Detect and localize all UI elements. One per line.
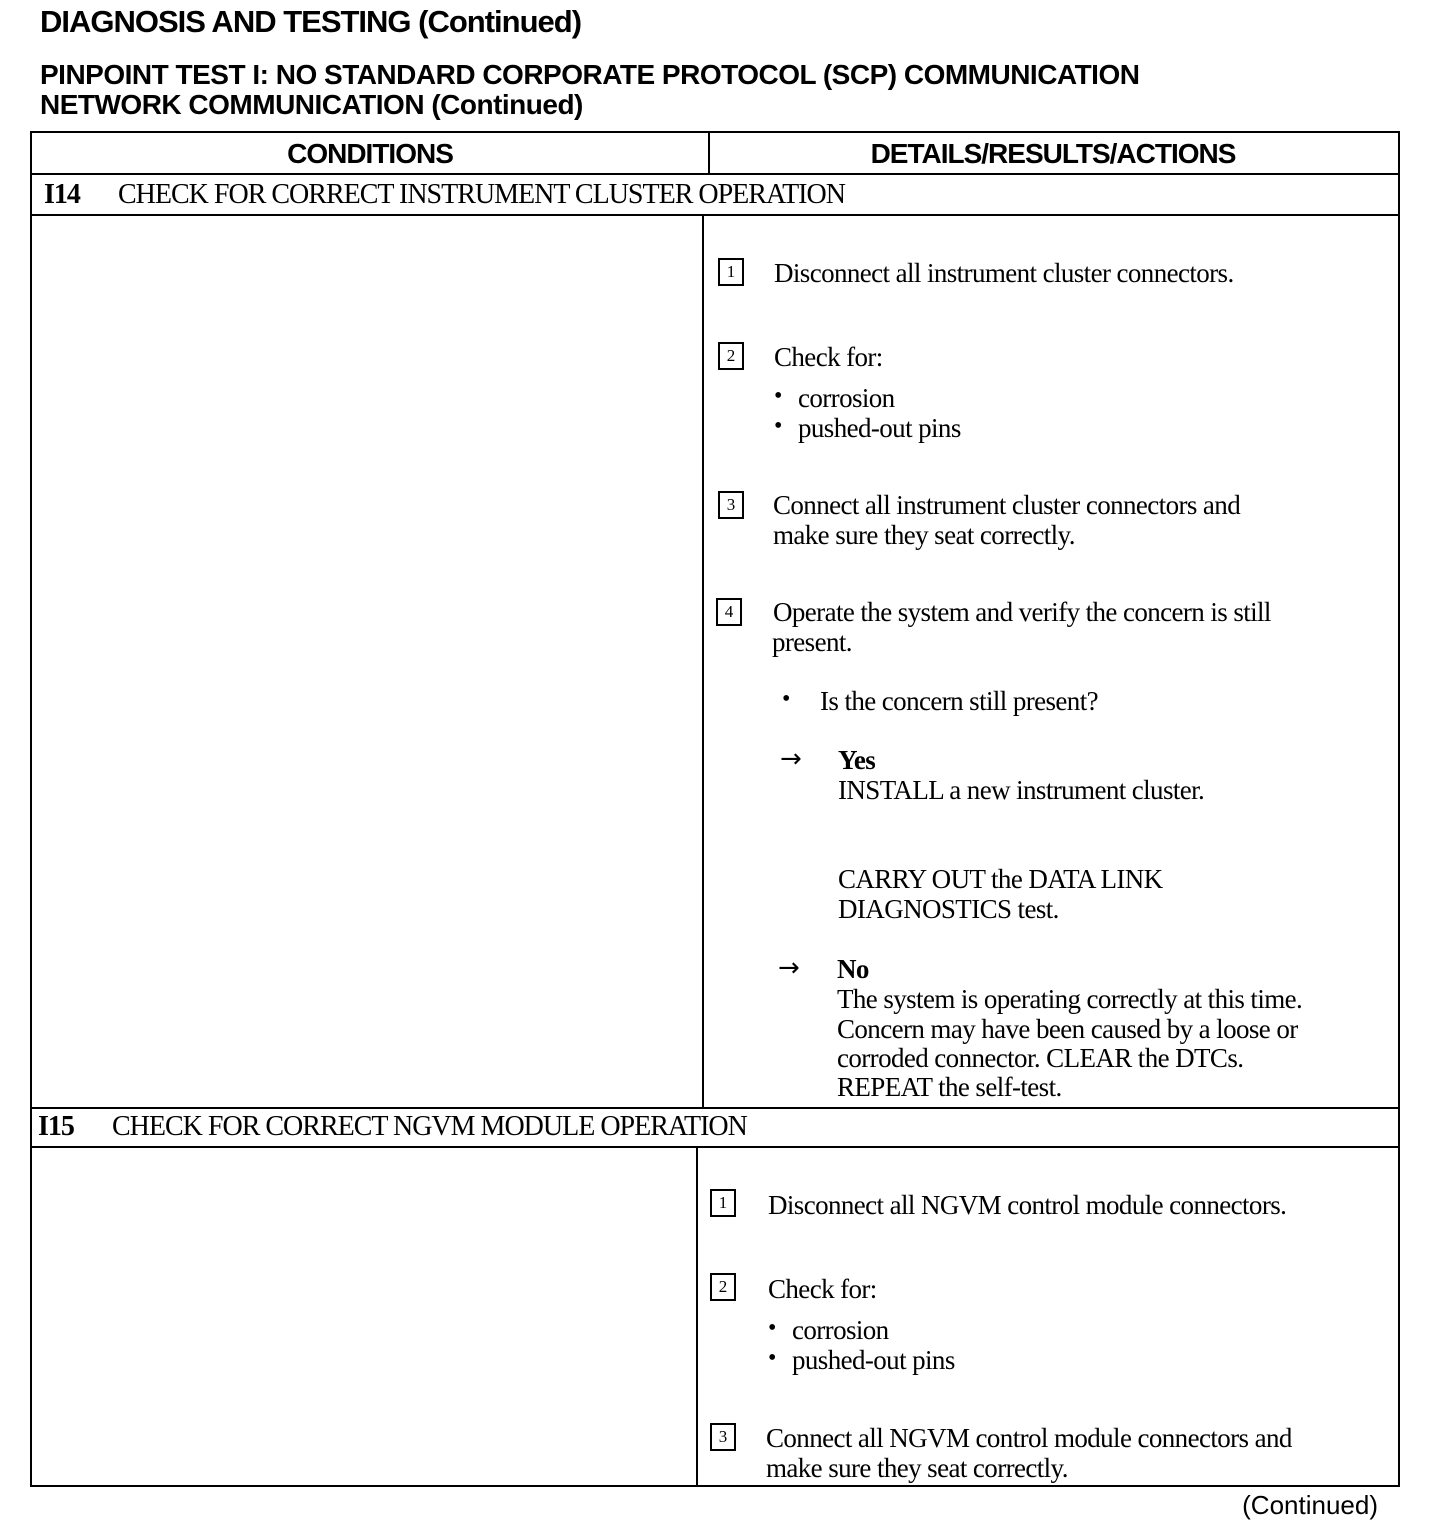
step-i14-no-line-1: The system is operating correctly at this time.: [837, 984, 1303, 1014]
step-i15-action-3-line-1: Connect all NGVM control module connectors and: [766, 1423, 1292, 1453]
step-i14-heading: CHECK FOR CORRECT INSTRUMENT CLUSTER OPERATION: [118, 179, 845, 210]
step-i14-column-divider: [702, 214, 704, 1107]
step-i15-title-divider: [32, 1146, 1398, 1148]
step-i15-bullet-1-text: corrosion: [792, 1315, 889, 1345]
pinpoint-test-table: [30, 131, 1400, 1487]
no-arrow-icon: →: [778, 953, 800, 983]
step-i14-number: I14: [44, 179, 80, 210]
step-i14-action-1-number-box: 1: [718, 258, 744, 286]
step-i14-bullet-2-text: pushed-out pins: [798, 413, 961, 443]
step-i14-bullet-2-mark: •: [774, 413, 783, 439]
step-i14-action-3-line-1: Connect all instrument cluster connectors and: [773, 490, 1241, 520]
step-i14-no-label: No: [837, 954, 869, 984]
step-i14-title: [44, 179, 845, 211]
conditions-column-header: CONDITIONS: [287, 138, 453, 169]
step-i14-bullet-1-mark: •: [774, 383, 783, 409]
step-i15-bullet-2-mark: •: [768, 1345, 777, 1371]
step-i15-bullet-1-mark: •: [768, 1315, 777, 1341]
step-i15-action-2-text: Check for:: [768, 1274, 877, 1304]
header-row-divider: [32, 173, 1398, 175]
step-i14-action-2-text: Check for:: [774, 342, 883, 372]
step-i14-action-4-number-box: 4: [716, 598, 742, 626]
pinpoint-test-title-line-2: NETWORK COMMUNICATION (Continued): [40, 89, 583, 120]
step-i14-question-mark: •: [782, 686, 791, 712]
step-i14-yes-label: Yes: [838, 745, 876, 775]
step-i15-action-1-text: Disconnect all NGVM control module connectors.: [768, 1190, 1287, 1220]
step-i14-yes-extra-line-1: CARRY OUT the DATA LINK: [838, 864, 1163, 894]
step-i15-heading: CHECK FOR CORRECT NGVM MODULE OPERATION: [112, 1111, 747, 1142]
step-i15-action-2-number-box: 2: [710, 1273, 736, 1301]
step-i15-action-3-number-box: 3: [710, 1423, 736, 1451]
step-i14-bullet-1-text: corrosion: [798, 383, 895, 413]
step-i15-title: [38, 1111, 747, 1143]
step-i14-no-line-3: corroded connector. CLEAR the DTCs.: [837, 1043, 1244, 1073]
step-i15-number: I15: [38, 1111, 74, 1142]
yes-arrow-icon: →: [780, 744, 802, 774]
step-i14-yes-action: INSTALL a new instrument cluster.: [838, 775, 1205, 805]
step-i15-action-1-number-box: 1: [710, 1189, 736, 1217]
step-i15-action-3-line-2: make sure they seat correctly.: [766, 1453, 1068, 1483]
step-i14-no-line-2: Concern may have been caused by a loose or: [837, 1014, 1298, 1044]
step-i14-action-2-number-box: 2: [718, 342, 744, 370]
step-i15-column-divider: [696, 1146, 698, 1487]
step-i14-action-3-line-2: make sure they seat correctly.: [773, 520, 1075, 550]
pinpoint-test-title: [40, 60, 1380, 120]
step-i14-no-line-4: REPEAT the self-test.: [837, 1072, 1062, 1102]
step-i14-action-1-text: Disconnect all instrument cluster connectors.: [774, 258, 1234, 288]
step-i14-action-4-line-2: present.: [772, 627, 852, 657]
page-heading: DIAGNOSIS AND TESTING (Continued): [40, 4, 582, 39]
step-i14-action-4-line-1: Operate the system and verify the concern is still: [773, 597, 1271, 627]
step-i14-question: Is the concern still present?: [820, 686, 1098, 716]
header-column-divider: [708, 133, 710, 173]
continued-footer: (Continued): [1242, 1490, 1378, 1520]
step-i15-top-divider: [32, 1107, 1398, 1109]
step-i14-action-3-number-box: 3: [718, 491, 744, 519]
pinpoint-test-title-line-1: PINPOINT TEST I: NO STANDARD CORPORATE PROTOCOL (SCP) COMMUNICATION: [40, 59, 1140, 90]
step-i14-yes-extra-line-2: DIAGNOSTICS test.: [838, 894, 1059, 924]
step-i14-title-divider: [32, 214, 1398, 216]
step-i15-bullet-2-text: pushed-out pins: [792, 1345, 955, 1375]
details-column-header: DETAILS/RESULTS/ACTIONS: [870, 138, 1236, 169]
